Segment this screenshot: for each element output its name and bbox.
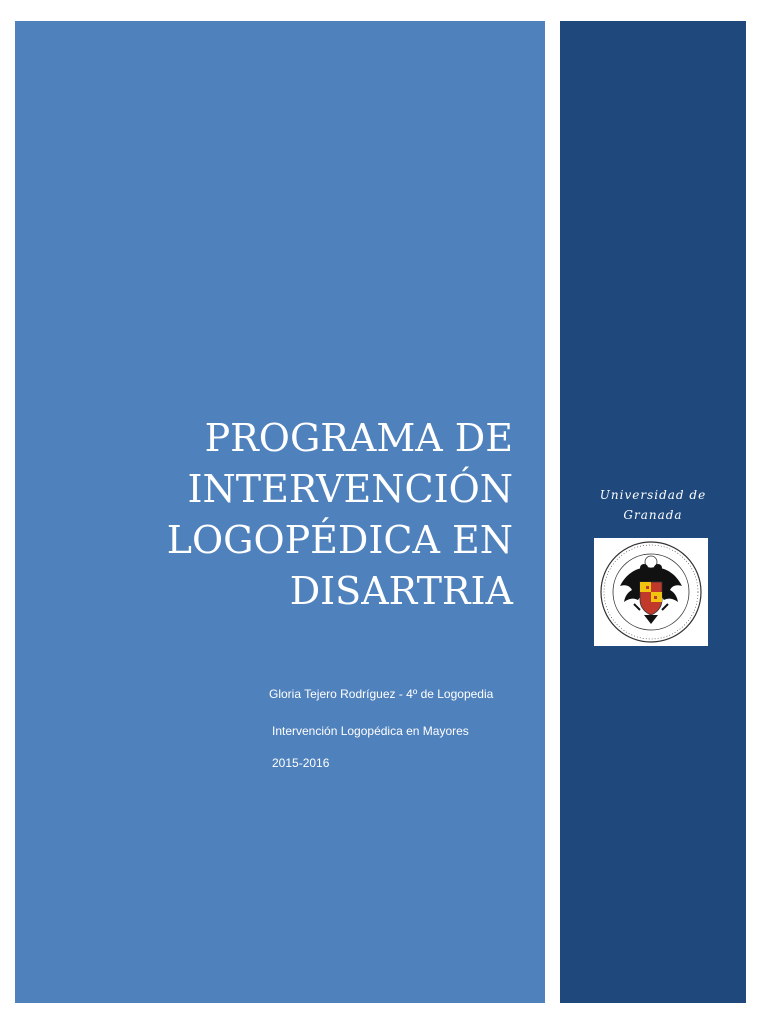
- university-seal-graphic: [594, 538, 708, 646]
- document-title: [43, 413, 513, 617]
- university-seal-icon: [594, 538, 708, 646]
- university-line-1: Universidad de: [599, 488, 707, 502]
- university-line-2: Granada: [623, 508, 683, 522]
- course-name: Intervención Logopédica en Mayores: [272, 724, 469, 738]
- academic-year: 2015-2016: [272, 756, 330, 770]
- title-line-2: INTERVENCIÓN: [187, 467, 513, 511]
- cover-main-panel: [15, 21, 545, 1003]
- title-line-4: DISARTRIA: [289, 569, 513, 613]
- cover-side-panel: [560, 21, 746, 1003]
- title-line-3: LOGOPÉDICA EN: [166, 518, 513, 562]
- university-name: [560, 485, 746, 525]
- title-line-1: PROGRAMA DE: [204, 416, 513, 460]
- author-line: Gloria Tejero Rodríguez - 4º de Logopedia: [269, 687, 494, 701]
